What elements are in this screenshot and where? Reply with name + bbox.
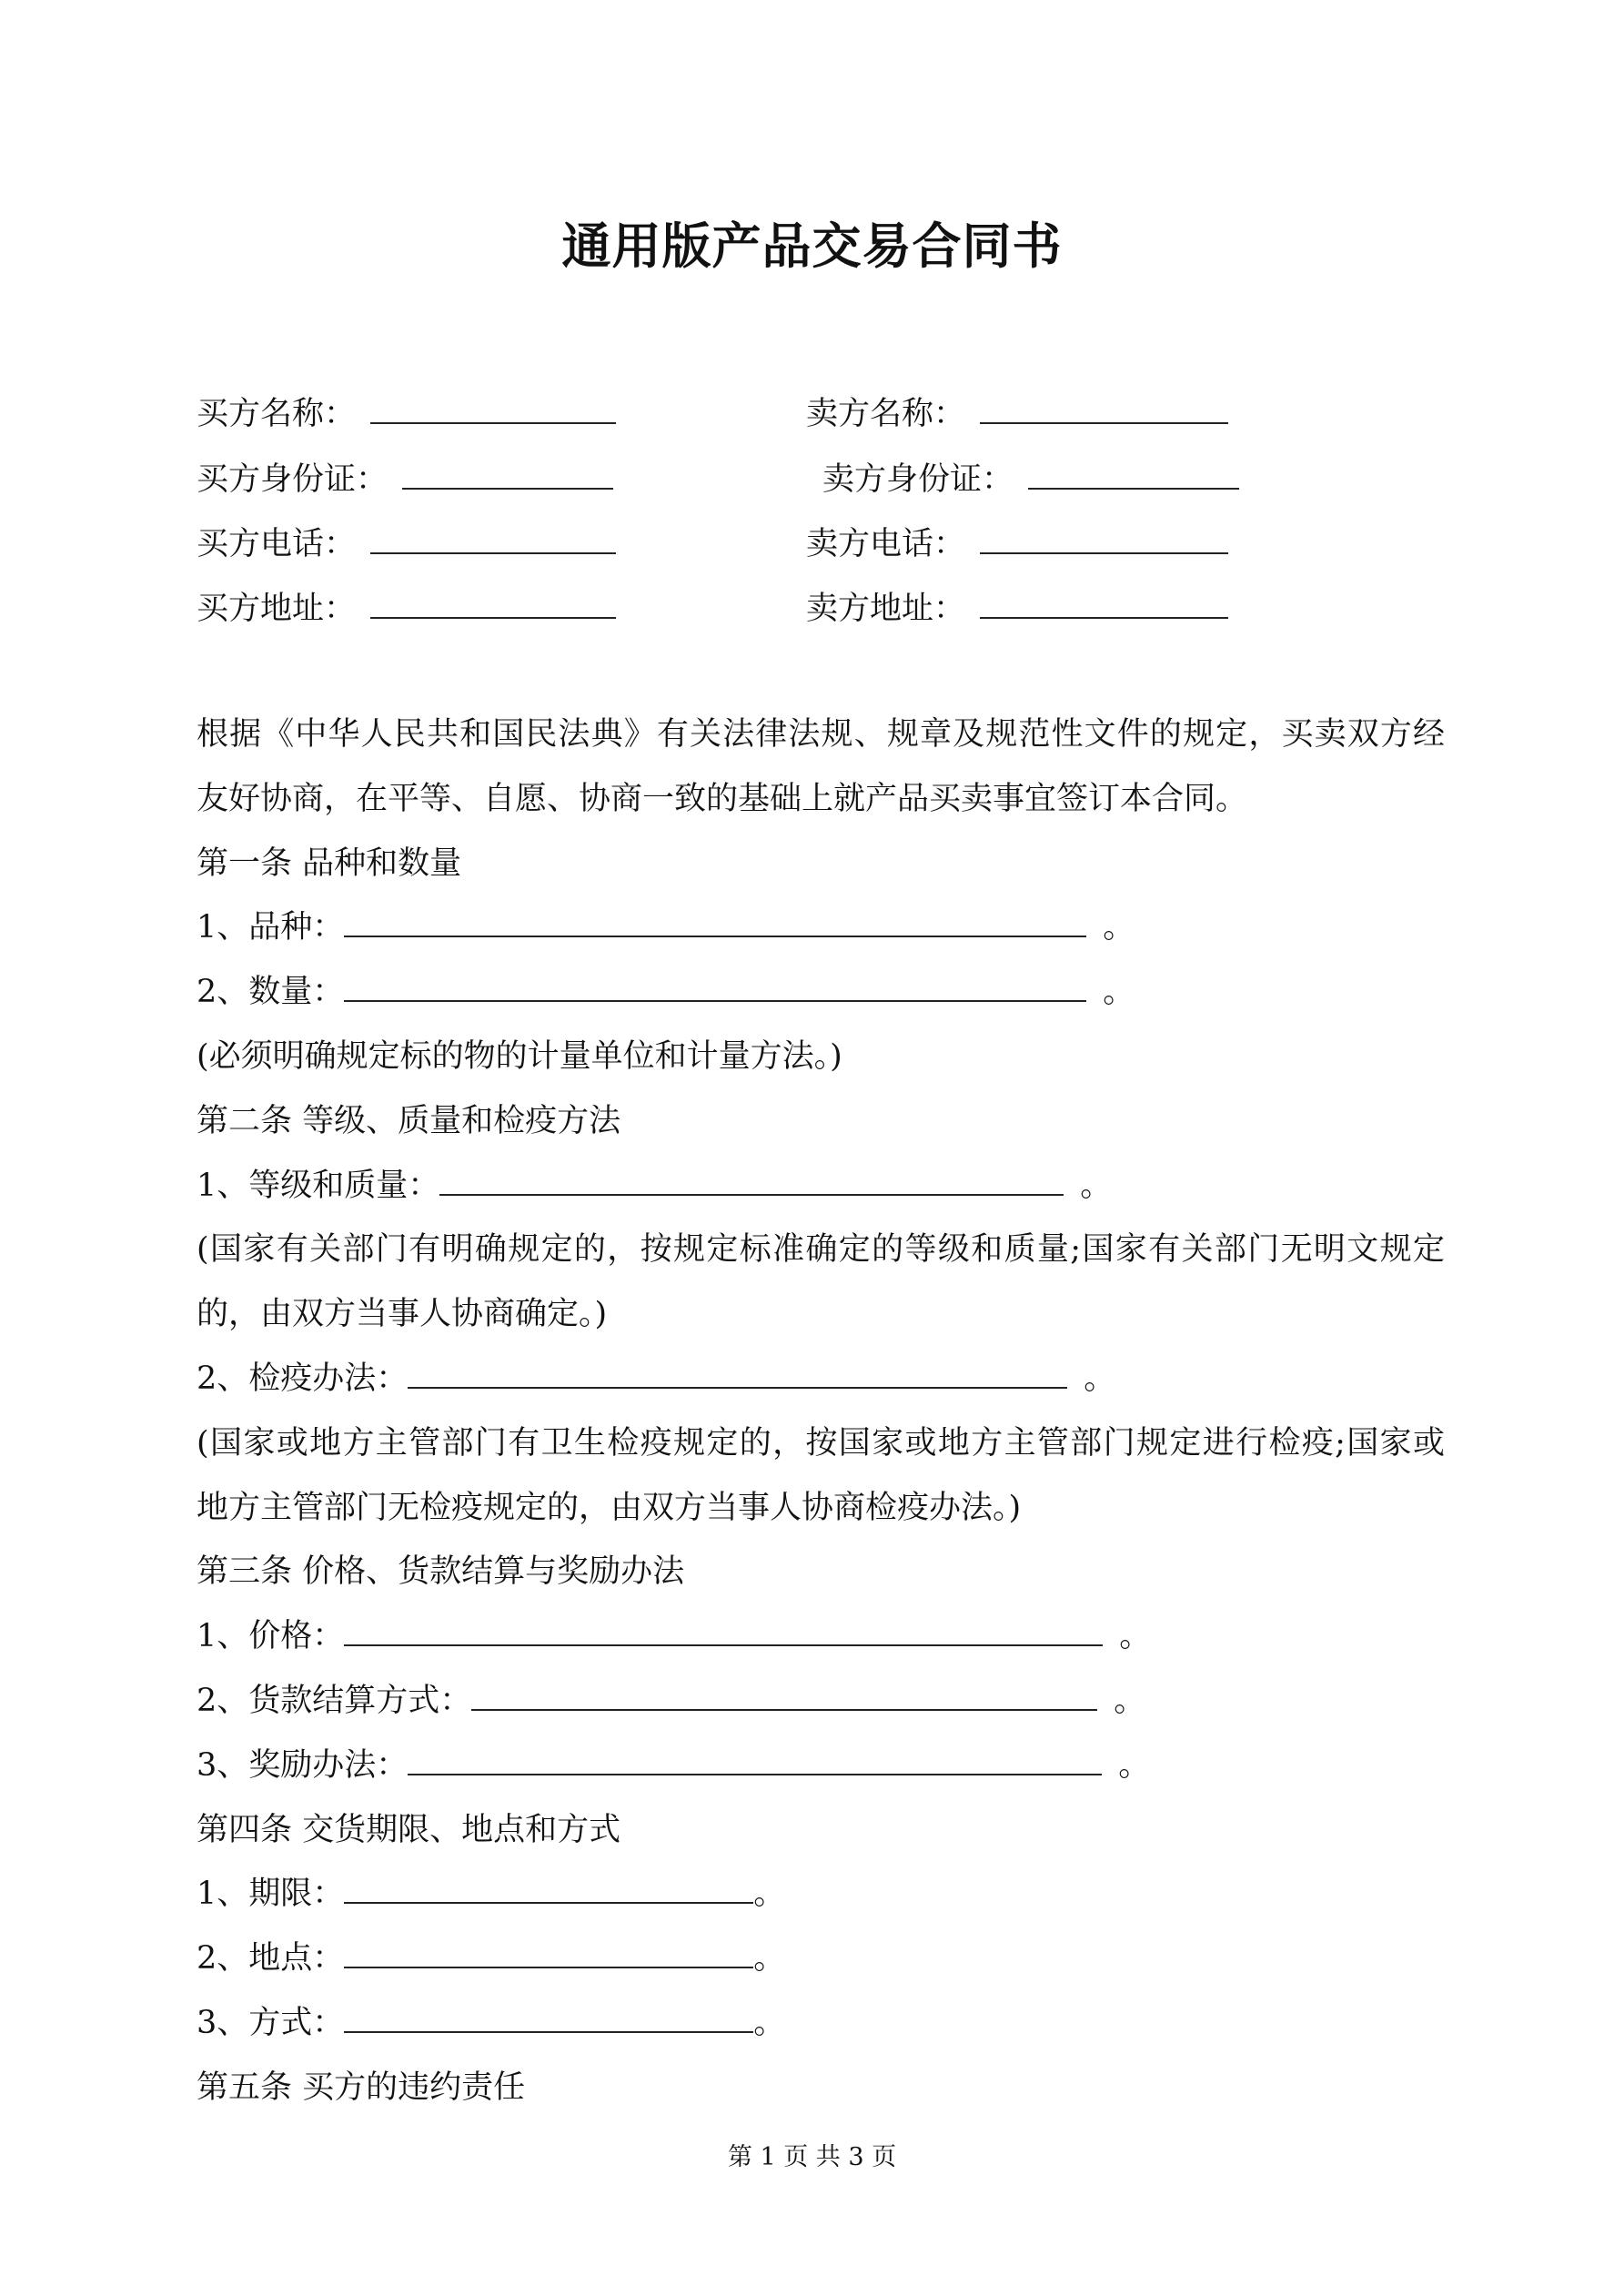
period: 。 — [1119, 1618, 1152, 1655]
clause-term — [197, 1862, 1445, 1927]
clause-reward — [197, 1734, 1445, 1798]
seller-id-field — [822, 453, 1239, 499]
label: 买方电话： — [197, 526, 357, 562]
note: 的，由双方当事人协商确定。) — [197, 1296, 608, 1333]
buyer-name-field — [197, 388, 616, 433]
blank-line — [370, 518, 616, 554]
article-heading: 第三条 价格、货款结算与奖励办法 — [197, 1553, 685, 1591]
document-title: 通用版产品交易合同书 — [561, 217, 1063, 275]
clause-payment — [197, 1669, 1445, 1734]
label: 买方名称： — [197, 396, 357, 432]
clause-quarantine — [197, 1347, 1445, 1411]
period: 。 — [1118, 1746, 1151, 1784]
label: 2、检疫办法： — [197, 1360, 409, 1397]
blank-line — [980, 388, 1228, 424]
clause-variety — [197, 895, 1445, 960]
label: 买方地址： — [197, 591, 357, 627]
label: 2、数量： — [197, 974, 345, 1011]
blank-line — [1028, 453, 1239, 490]
period: 。 — [1084, 1360, 1116, 1397]
label: 卖方名称： — [806, 396, 966, 432]
blank-line — [402, 453, 613, 490]
note: (国家或地方主管部门有卫生检疫规定的，按国家或地方主管部门规定进行检疫;国家或 — [197, 1424, 1445, 1462]
blank-line — [344, 1997, 753, 2033]
note: 地方主管部门无检疫规定的，由双方当事人协商检疫办法。) — [197, 1489, 1022, 1526]
article-heading: 第一条 品种和数量 — [197, 845, 462, 882]
blank-line — [408, 1352, 1067, 1389]
period: 。 — [1103, 974, 1135, 1011]
blank-line — [471, 1674, 1097, 1711]
page-number: 第 1 页 共 3 页 — [727, 2143, 897, 2171]
label: 3、方式： — [197, 2004, 345, 2041]
label: 1、价格： — [197, 1618, 345, 1655]
article-heading: 第五条 买方的违约责任 — [197, 2068, 526, 2106]
blank-line — [980, 518, 1228, 554]
blank-line — [370, 582, 616, 619]
period: 。 — [1114, 1682, 1146, 1719]
clause-quantity — [197, 960, 1445, 1025]
article-heading: 第二条 等级、质量和检疫方法 — [197, 1102, 621, 1139]
contract-body — [197, 703, 1445, 2120]
clause-location — [197, 1927, 1445, 1991]
label: 1、品种： — [197, 909, 345, 946]
seller-name-field — [806, 388, 1228, 433]
blank-line — [344, 1867, 753, 1904]
note: (必须明确规定标的物的计量单位和计量方法。) — [197, 1037, 842, 1075]
blank-line — [408, 1739, 1102, 1775]
blank-line — [344, 1932, 753, 1968]
period: 。 — [753, 1940, 786, 1977]
label: 卖方身份证： — [822, 461, 1014, 498]
label: 3、奖励办法： — [197, 1746, 409, 1784]
period: 。 — [1080, 1167, 1113, 1204]
blank-line — [980, 582, 1228, 619]
label: 2、货款结算方式： — [197, 1682, 472, 1719]
buyer-phone-field — [197, 518, 616, 563]
label: 买方身份证： — [197, 461, 388, 498]
buyer-address-field — [197, 582, 616, 628]
buyer-id-field — [197, 453, 613, 499]
blank-line — [370, 388, 616, 424]
intro-line: 根据《中华人民共和国民法典》有关法律法规、规章及规范性文件的规定，买卖双方经 — [197, 716, 1445, 753]
intro-line: 友好协商，在平等、自愿、协商一致的基础上就产品买卖事宜签订本合同。 — [197, 780, 1248, 817]
blank-line — [439, 1159, 1064, 1196]
note: (国家有关部门有明确规定的，按规定标准确定的等级和质量;国家有关部门无明文规定 — [197, 1231, 1445, 1269]
article-heading: 第四条 交货期限、地点和方式 — [197, 1811, 621, 1848]
blank-line — [344, 901, 1086, 937]
clause-method — [197, 1991, 1445, 2056]
period: 。 — [1103, 909, 1135, 946]
seller-address-field — [806, 582, 1228, 628]
label: 2、地点： — [197, 1940, 345, 1977]
period: 。 — [753, 2004, 786, 2041]
blank-line — [344, 1610, 1103, 1646]
label: 1、等级和质量： — [197, 1167, 440, 1204]
blank-line — [344, 966, 1086, 1002]
period: 。 — [753, 1876, 786, 1913]
clause-grade-quality — [197, 1154, 1445, 1219]
seller-phone-field — [806, 518, 1228, 563]
clause-price — [197, 1604, 1445, 1669]
label: 卖方电话： — [806, 526, 966, 562]
label: 卖方地址： — [806, 591, 966, 627]
label: 1、期限： — [197, 1876, 345, 1913]
